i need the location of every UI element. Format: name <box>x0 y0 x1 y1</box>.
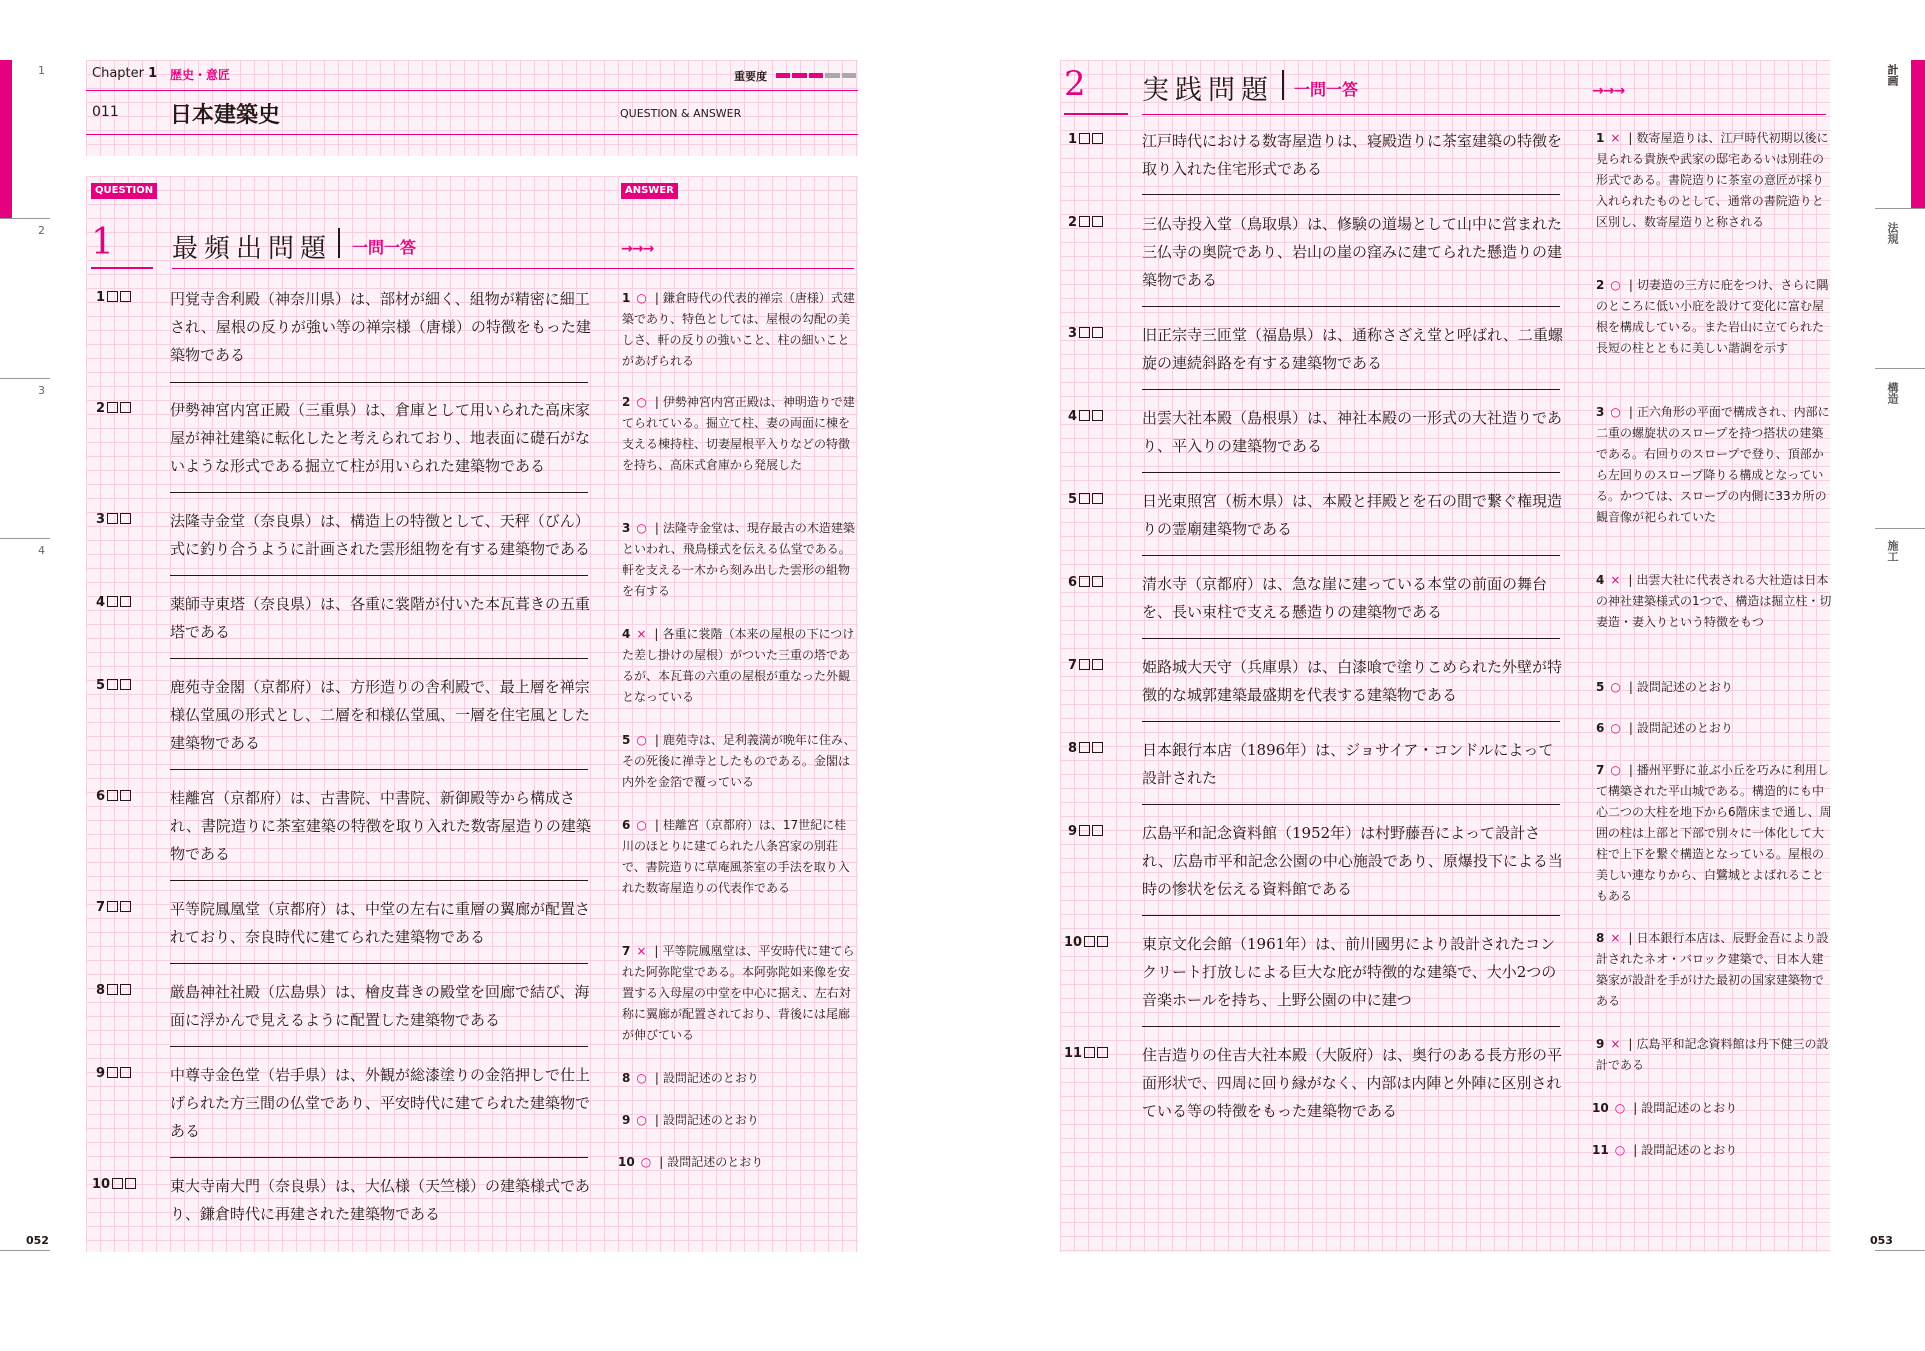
answer-item: 4 × | 出雲大社に代表される大社造は日本の神社建築様式の1つで、構造は掘立柱・切妻造・妻入りという特徴をもつ <box>1596 573 1832 629</box>
answer-mark: ○ <box>636 395 647 409</box>
section-edge-bar <box>1911 60 1925 208</box>
checkbox[interactable] <box>1092 576 1103 587</box>
edge-divider <box>0 218 50 219</box>
checkbox[interactable] <box>107 984 118 995</box>
question-text: 法隆寺金堂（奈良県）は、構造上の特徴として、天秤（びん）式に釣り合うように計画された雲形組物を有する建築物である <box>170 512 591 558</box>
question-text: 薬師寺東塔（奈良県）は、各重に裳階が付いた本瓦葺きの五重塔である <box>170 595 591 641</box>
answer-item: 1 ○ | 鎌倉時代の代表的禅宗（唐様）式建築であり、特色としては、屋根の勾配の美しさ、軒の反りの強いこと、柱の細いことがあげられる <box>622 291 855 368</box>
question-text: 鹿苑寺金閣（京都府）は、方形造りの舎利殿で、最上層を禅宗様仏堂風の形式とし、二層を和様仏堂風、一層を住宅風とした建築物である <box>170 678 591 752</box>
question-number: 2 <box>1068 215 1103 230</box>
question-number: 6 <box>1068 575 1103 590</box>
checkbox[interactable] <box>1097 936 1108 947</box>
question-number: 3 <box>1068 326 1103 341</box>
answer-mark: ○ <box>636 521 647 535</box>
answer-item: 2 ○ | 伊勢神宮内宮正殿は、神明造りで建てられている。掘立て柱、妻の両面に棟を支える棟持柱、切妻屋根平入りなどの特徴を持ち、高床式倉庫から発展した <box>622 395 855 472</box>
checkbox[interactable] <box>120 790 131 801</box>
question-separator <box>1142 306 1560 307</box>
question-number: 9 <box>96 1066 131 1081</box>
question-separator <box>170 1046 588 1047</box>
answer-item: 10 ○ | 設問記述のとおり <box>1592 1101 1738 1115</box>
answer-mark: ○ <box>640 1155 652 1169</box>
question-separator <box>1142 804 1560 805</box>
section-title: 日本建築史 <box>170 103 281 128</box>
question-text: 清水寺（京都府）は、急な崖に建っている本堂の前面の舞台を、長い束柱で支える懸造りの建築物である <box>1142 575 1548 621</box>
answer-tag: ANSWER <box>621 183 678 199</box>
edge-chapter-number: 1 <box>38 64 45 77</box>
question-separator <box>1142 555 1560 556</box>
answer-item: 5 ○ | 鹿苑寺は、足利義満が晩年に住み、その死後に禅寺としたものである。金閣は内外を金箔で覆っている <box>622 733 856 789</box>
checkbox[interactable] <box>1092 410 1103 421</box>
answer-mark: ○ <box>1610 763 1621 777</box>
answer-mark: × <box>636 627 647 641</box>
edge-chapter-number: 4 <box>38 544 45 557</box>
qa-label: QUESTION & ANSWER <box>620 107 742 120</box>
question-separator <box>170 658 588 659</box>
chapter-edge-bar <box>0 60 12 218</box>
question-text: 平等院鳳凰堂（京都府）は、中堂の左右に重層の翼廊が配置されており、奈良時代に建てられた建築物である <box>170 900 591 946</box>
question-number: 7 <box>1068 658 1103 673</box>
importance-seg-3 <box>809 73 823 78</box>
question-separator <box>170 492 588 493</box>
checkbox[interactable] <box>1079 493 1090 504</box>
question-number: 2 <box>96 401 131 416</box>
question-text: 三仏寺投入堂（鳥取県）は、修験の道場として山中に営まれた三仏寺の奥院であり、岩山の崖の窪みに建てられた懸造りの建築物である <box>1142 215 1563 289</box>
question-number: 6 <box>96 789 131 804</box>
answer-mark: ○ <box>636 818 647 832</box>
question-separator <box>1142 638 1560 639</box>
question-number: 5 <box>1068 492 1103 507</box>
question-text: 姫路城大天守（兵庫県）は、白漆喰で塗りこめられた外壁が特徴的な城郭建築最盛期を代表する建築物である <box>1142 658 1563 704</box>
checkbox[interactable] <box>1079 133 1090 144</box>
answer-item: 9 × | 広島平和記念資料館は丹下健三の設計である <box>1596 1037 1829 1072</box>
question-separator <box>170 769 588 770</box>
answer-item: 7 ○ | 播州平野に並ぶ小丘を巧みに利用して構築された平山城である。構造的にも中心二つの大柱を地下から6階床まで通し、周囲の柱は上部と下部で別々に一体化して大柱で上下を繋ぐ構造となっている。屋根の美しい連なりから、白鷺城とよばれることもある <box>1596 763 1832 903</box>
checkbox[interactable] <box>1079 410 1090 421</box>
question-text: 厳島神社社殿（広島県）は、檜皮葺きの殿堂を回廊で結び、海面に浮かんで見えるように配置した建築物である <box>170 983 590 1029</box>
block-title: 実践問題 <box>1142 75 1274 106</box>
block-rule <box>91 267 153 269</box>
question-number: 11 <box>1064 1046 1108 1061</box>
answer-mark: ○ <box>1610 405 1621 419</box>
answer-item: 10 ○ | 設問記述のとおり <box>618 1155 764 1169</box>
edge-divider <box>0 538 50 539</box>
page-number-right: 053 <box>1870 1234 1893 1247</box>
answer-mark: ○ <box>1614 1101 1626 1115</box>
checkbox[interactable] <box>107 402 118 413</box>
answer-mark: ○ <box>1614 1143 1626 1157</box>
question-separator <box>170 575 588 576</box>
side-tab-law[interactable]: 法規 <box>1886 222 1899 244</box>
side-tab-planning[interactable]: 計画 <box>1886 64 1899 86</box>
answer-mark: × <box>1610 931 1621 945</box>
edge-chapter-number: 2 <box>38 224 45 237</box>
answer-mark: ○ <box>1610 680 1621 694</box>
checkbox[interactable] <box>120 984 131 995</box>
checkbox[interactable] <box>112 1178 123 1189</box>
edge-divider <box>1875 368 1925 369</box>
question-number: 10 <box>1064 935 1108 950</box>
answer-item: 3 ○ | 正六角形の平面で構成され、内部に二重の螺旋状のスロープを持つ搭状の建築である。右回りのスロープで登り、頂部から左回りのスロープ降りる構成となっている。かつては、スロープの内側に33カ所の観音像が祀られていた <box>1596 405 1830 524</box>
chapter-topic: 歴史・意匠 <box>170 68 231 82</box>
checkbox[interactable] <box>1092 742 1103 753</box>
answer-mark: × <box>636 944 647 958</box>
question-text: 日本銀行本店（1896年）は、ジョサイア・コンドルによって設計された <box>1142 741 1554 787</box>
question-separator <box>1142 721 1560 722</box>
question-text: 出雲大社本殿（島根県）は、神社本殿の一形式の大社造りであり、平入りの建築物である <box>1142 409 1563 455</box>
answer-item: 1 × | 数寄屋造りは、江戸時代初期以後に見られる貴族や武家の邸宅あるいは別荘の形式である。書院造りに茶室の意匠が採り入れられたものとして、通常の書院造りと区別し、数寄屋造りと称される <box>1596 131 1829 229</box>
question-tag: QUESTION <box>91 183 157 199</box>
title-divider <box>1282 70 1284 100</box>
question-number: 1 <box>96 290 131 305</box>
question-separator <box>1142 915 1560 916</box>
importance-seg-1 <box>776 73 790 78</box>
checkbox[interactable] <box>107 513 118 524</box>
question-separator <box>170 963 588 964</box>
question-number: 8 <box>1068 741 1103 756</box>
checkbox[interactable] <box>1092 659 1103 670</box>
question-text: 江戸時代における数寄屋造りは、寝殿造りに茶室建築の特徴を取り入れた住宅形式である <box>1142 132 1563 178</box>
question-separator <box>170 880 588 881</box>
question-text: 住吉造りの住吉大社本殿（大阪府）は、奥行のある長方形の平面形状で、四周に回り縁がなく、内部は内陣と外陣に区別されている等の特徴をもった建築物である <box>1142 1046 1563 1120</box>
question-separator <box>170 1157 588 1158</box>
answer-mark: ○ <box>1610 278 1621 292</box>
question-text: 日光東照宮（栃木県）は、本殿と拝殿とを石の間で繋ぐ権現造りの霊廟建築物である <box>1142 492 1563 538</box>
arrow-icon: →→→ <box>1592 83 1625 99</box>
checkbox[interactable] <box>1092 133 1103 144</box>
answer-item: 5 ○ | 設問記述のとおり <box>1596 680 1733 694</box>
answer-item: 2 ○ | 切妻造の三方に庇をつけ、さらに隅のところに低い小庇を設けて変化に富む屋根を構成している。また岩山に立てられた長短の柱とともに美しい諧調を示す <box>1596 278 1829 355</box>
question-text: 桂離宮（京都府）は、古書院、中書院、新御殿等から構成され、書院造りに茶室建築の特徴を取り入れた数寄屋造りの建築物である <box>170 789 591 863</box>
chapter-label: Chapter 1 <box>92 66 158 81</box>
checkbox[interactable] <box>1084 936 1095 947</box>
header-rule <box>86 134 858 135</box>
answer-item: 7 × | 平等院鳳凰堂は、平安時代に建てられた阿弥陀堂である。本阿弥陀如来像を安置する入母屋の中堂を中心に据え、左右対称に翼廊が配置されており、背後には尾廊が伸びている <box>622 944 855 1042</box>
importance-seg-5 <box>842 73 856 78</box>
question-number: 4 <box>96 595 131 610</box>
importance-label: 重要度 <box>734 70 767 83</box>
checkbox[interactable] <box>107 901 118 912</box>
answer-mark: ○ <box>636 1113 647 1127</box>
question-text: 伊勢神宮内宮正殿（三重県）は、倉庫として用いられた高床家屋が神社建築に転化したと考えられており、地表面に礎石がないような形式である掘立て柱が用いられた建築物である <box>170 401 591 475</box>
checkbox[interactable] <box>120 901 131 912</box>
edge-divider <box>0 1250 50 1251</box>
checkbox[interactable] <box>1079 825 1090 836</box>
question-text: 東大寺南大門（奈良県）は、大仏様（天竺様）の建築様式であり、鎌倉時代に再建された建築物である <box>170 1177 591 1223</box>
block-rule <box>172 268 854 269</box>
checkbox[interactable] <box>125 1178 136 1189</box>
answer-item: 6 ○ | 設問記述のとおり <box>1596 721 1733 735</box>
block-subtitle: 一問一答 <box>352 238 417 257</box>
checkbox[interactable] <box>1092 493 1103 504</box>
answer-item: 3 ○ | 法隆寺金堂は、現存最古の木造建築といわれ、飛鳥様式を伝える仏堂である。軒を支える一木から刻み出した雲形の組物を有する <box>622 521 855 598</box>
block-rule <box>1142 114 1826 115</box>
section-code: 011 <box>92 104 119 120</box>
checkbox[interactable] <box>1084 1047 1095 1058</box>
answer-mark: × <box>1610 573 1621 587</box>
checkbox[interactable] <box>1092 216 1103 227</box>
checkbox[interactable] <box>1079 327 1090 338</box>
question-text: 東京文化会館（1961年）は、前川國男により設計されたコンクリート打放しによる巨大な庇が特徴的な建築で、大小2つの音楽ホールを持ち、上野公園の中に建つ <box>1142 935 1557 1009</box>
checkbox[interactable] <box>1079 742 1090 753</box>
checkbox[interactable] <box>107 1067 118 1078</box>
answer-mark: ○ <box>636 1071 647 1085</box>
question-text: 広島平和記念資料館（1952年）は村野藤吾によって設計され、広島市平和記念公園の中心施設であり、原爆投下による当時の惨状を伝える資料館である <box>1142 824 1563 898</box>
title-divider <box>338 228 340 258</box>
question-number: 7 <box>96 900 131 915</box>
question-number: 4 <box>1068 409 1103 424</box>
checkbox[interactable] <box>120 513 131 524</box>
question-number: 8 <box>96 983 131 998</box>
question-text: 旧正宗寺三匝堂（福島県）は、通称さざえ堂と呼ばれ、二重螺旋の連続斜路を有する建築物である <box>1142 326 1563 372</box>
checkbox[interactable] <box>120 679 131 690</box>
question-separator <box>1142 389 1560 390</box>
question-number: 9 <box>1068 824 1103 839</box>
question-separator <box>170 382 588 383</box>
page-number-left: 052 <box>26 1234 49 1247</box>
checkbox[interactable] <box>1097 1047 1108 1058</box>
checkbox[interactable] <box>1092 825 1103 836</box>
question-number: 3 <box>96 512 131 527</box>
checkbox[interactable] <box>107 790 118 801</box>
checkbox[interactable] <box>1079 576 1090 587</box>
question-number: 10 <box>92 1177 136 1192</box>
edge-chapter-number: 3 <box>38 384 45 397</box>
edge-divider <box>1875 208 1925 209</box>
answer-item: 11 ○ | 設問記述のとおり <box>1592 1143 1738 1157</box>
edge-divider <box>1875 1250 1925 1251</box>
question-text: 円覚寺舎利殿（神奈川県）は、部材が細く、組物が精密に細工され、屋根の反りが強い等の禅宗様（唐様）の特徴をもった建築物である <box>170 290 591 364</box>
checkbox[interactable] <box>107 679 118 690</box>
block-number: 1 <box>91 222 114 263</box>
block-rule <box>1064 113 1128 115</box>
question-number: 1 <box>1068 132 1103 147</box>
block-title: 最頻出問題 <box>172 234 333 264</box>
question-number: 5 <box>96 678 131 693</box>
importance-seg-2 <box>792 73 806 78</box>
block-subtitle: 一問一答 <box>1294 80 1359 99</box>
checkbox[interactable] <box>1079 659 1090 670</box>
answer-mark: ○ <box>636 733 647 747</box>
importance-seg-4 <box>825 73 839 78</box>
answer-item: 6 ○ | 桂離宮（京都府）は、17世紀に桂川のほとりに建てられた八条宮家の別荘で、書院造りに草庵風茶室の手法を取り入れた数寄屋造りの代表作である <box>622 818 850 895</box>
side-tab-structure[interactable]: 構造 <box>1886 382 1899 404</box>
checkbox[interactable] <box>120 402 131 413</box>
answer-item: 4 × | 各重に裳階（本来の屋根の下につけた差し掛けの屋根）がついた三重の塔であるが、本瓦葺の六重の屋根が重なった外観となっている <box>622 627 855 704</box>
question-separator <box>1142 472 1560 473</box>
answer-mark: × <box>1610 1037 1621 1051</box>
answer-item: 9 ○ | 設問記述のとおり <box>622 1113 759 1127</box>
edge-divider <box>1875 528 1925 529</box>
checkbox[interactable] <box>107 596 118 607</box>
block-number: 2 <box>1064 64 1086 104</box>
question-separator <box>1142 194 1560 195</box>
edge-divider <box>0 378 50 379</box>
checkbox[interactable] <box>120 1067 131 1078</box>
importance-meter <box>776 73 856 78</box>
question-text: 中尊寺金色堂（岩手県）は、外観が総漆塗りの金箔押しで仕上げられた方三間の仏堂であり、平安時代に建てられた建築物である <box>170 1066 591 1140</box>
checkbox[interactable] <box>120 291 131 302</box>
checkbox[interactable] <box>120 596 131 607</box>
checkbox[interactable] <box>107 291 118 302</box>
answer-mark: × <box>1610 131 1621 145</box>
answer-item: 8 × | 日本銀行本店は、辰野金吾により設計されたネオ・バロック建築で、日本人建築家が設計を手がけた最初の国家建築物である <box>1596 931 1829 1008</box>
question-separator <box>1142 1026 1560 1027</box>
answer-mark: ○ <box>1610 721 1621 735</box>
checkbox[interactable] <box>1092 327 1103 338</box>
header-rule <box>86 90 858 91</box>
chapter-header <box>86 60 858 156</box>
answer-mark: ○ <box>636 291 647 305</box>
arrow-icon: →→→ <box>621 241 654 257</box>
answer-item: 8 ○ | 設問記述のとおり <box>622 1071 759 1085</box>
side-tab-construction[interactable]: 施工 <box>1886 540 1899 562</box>
checkbox[interactable] <box>1079 216 1090 227</box>
